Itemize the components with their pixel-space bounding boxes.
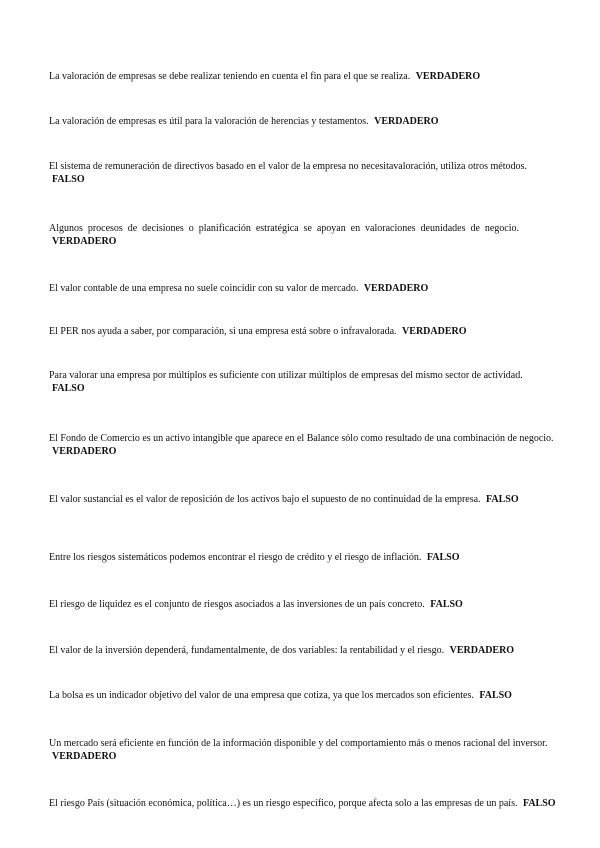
statement-answer: FALSO (486, 494, 519, 505)
statement-10 (49, 551, 559, 564)
statement-2 (49, 115, 559, 128)
statement-14 (49, 737, 559, 763)
statement-answer: FALSO (479, 690, 512, 701)
statement-answer: VERDADERO (52, 751, 117, 762)
statement-answer: FALSO (522, 798, 556, 809)
statement-text: El sistema de remuneración de directivos basado en el valor de la empresa no necesitavaloración, utiliza otros métodos. (49, 161, 527, 172)
statement-answer: VERDADERO (402, 326, 467, 337)
statement-text: Algunos procesos de decisiones o planificación estratégica se apoyan en valoraciones deunidades de negocio. (49, 223, 519, 234)
statement-15 (49, 797, 559, 810)
statement-answer: FALSO (52, 383, 85, 394)
statement-6 (49, 325, 559, 338)
statement-text: El riesgo de liquidez es el conjunto de riesgos asociados a las inversiones de un país concreto. (49, 599, 425, 610)
statement-1 (49, 70, 559, 83)
statement-9 (49, 493, 559, 506)
statement-text: Entre los riesgos sistemáticos podemos encontrar el riesgo de crédito y el riesgo de inflación. (49, 552, 422, 563)
statement-text: El valor de la inversión dependerá, fundamentalmente, de dos variables: la rentabilidad y el riesgo. (49, 645, 445, 656)
statement-text: La bolsa es un indicador objetivo del valor de una empresa que cotiza, ya que los mercados son eficientes. (49, 690, 474, 701)
statement-answer: VERDADERO (415, 71, 481, 82)
statement-text: El Fondo de Comercio es un activo intangible que aparece en el Balance sólo como resultado de una combinación de negocio. (49, 433, 554, 444)
statement-13 (49, 689, 559, 702)
statement-3 (49, 160, 529, 186)
statement-11 (49, 598, 559, 611)
statement-text: El riesgo País (situación económica, política…) es un riesgo específico, porque afecta solo a las empresas de un país. (49, 798, 518, 809)
statement-text: El valor contable de una empresa no suele coincidir con su valor de mercado. (49, 283, 359, 294)
statement-answer: VERDADERO (374, 116, 439, 127)
statement-answer: FALSO (430, 599, 463, 610)
statement-answer: VERDADERO (449, 645, 515, 656)
statement-text: La valoración de empresas se debe realizar teniendo en cuenta el fin para el que se realiza. (49, 71, 411, 82)
statement-5 (49, 282, 559, 295)
statement-text: Para valorar una empresa por múltiplos es suficiente con utilizar múltiplos de empresas del mismo sector de actividad. (49, 370, 523, 381)
statement-12 (49, 644, 559, 657)
statement-text: El valor sustancial es el valor de reposición de los activos bajo el supuesto de no continuidad de la empresa. (49, 494, 481, 505)
statement-answer: VERDADERO (52, 236, 117, 247)
statement-7 (49, 369, 539, 395)
statement-answer: VERDADERO (52, 446, 117, 457)
statement-4 (49, 222, 519, 248)
statement-8 (49, 432, 559, 458)
statement-text: La valoración de empresas es útil para la valoración de herencias y testamentos. (49, 116, 369, 127)
statement-answer: VERDADERO (363, 283, 429, 294)
statement-text: El PER nos ayuda a saber, por comparación, si una empresa está sobre o infravalorada. (49, 326, 397, 337)
statement-answer: FALSO (52, 174, 85, 185)
statement-answer: FALSO (426, 552, 460, 563)
statement-text: Un mercado será eficiente en función de la información disponible y del comportamiento más o menos racional del inversor. (49, 738, 548, 749)
